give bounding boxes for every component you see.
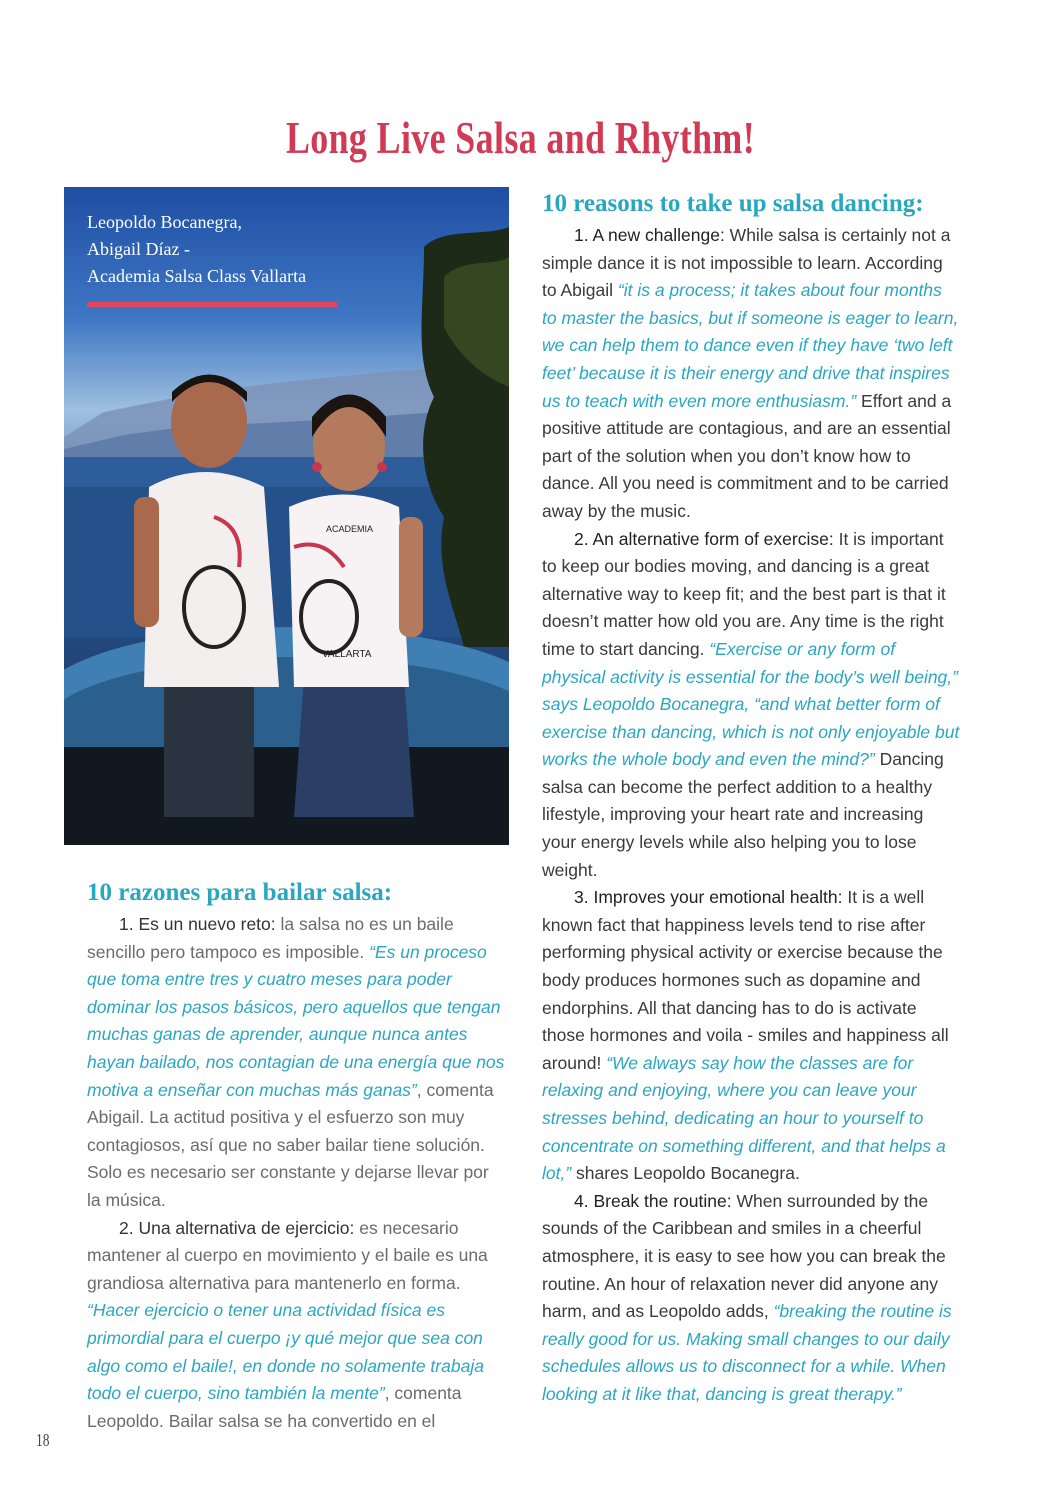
paragraph-lead: 1. A new challenge: [574, 225, 725, 245]
shirt-text-vallarta: VALLARTA [322, 649, 372, 660]
paragraph-lead: 3. Improves your emotional health: [574, 887, 843, 908]
paragraph-lead: 2. Una alternativa de ejercicio: [119, 1217, 355, 1238]
paragraph-text: While salsa is certainly not a simple dance it is not impossible to learn. According to Abigail [542, 225, 951, 301]
paragraph-text: It is a well known fact that happiness levels tend to rise after performing physical activity or exercise because the body produces hormones such as dopamine and endorphins. All that dancing has to do is activate those hormones and voila - smiles and happiness all around! [542, 887, 949, 1073]
paragraph-lead: 2. An alternative form of exercise: [574, 528, 834, 549]
spanish-column [87, 877, 507, 1435]
paragraph-text: es necesario mantener al cuerpo en movimiento y el baile es una grandiosa alternativa para mantenerlo en forma. [87, 1217, 488, 1293]
caption-line: Leopoldo Bocanegra, [87, 212, 242, 232]
caption-accent-bar [87, 302, 337, 307]
paragraph-text: la salsa no es un baile sencillo pero tampoco es imposible. [87, 914, 454, 962]
paragraph-text: Dancing salsa can become the perfect addition to a healthy lifestyle, improving your heart rate and increasing your energy levels while also helping you to lose weight. [542, 749, 944, 880]
english-paragraph-1 [542, 222, 960, 526]
caption-line: Abigail Díaz - [87, 239, 190, 259]
spanish-heading: 10 razones para bailar salsa: [87, 879, 393, 906]
paragraph-text: shares Leopoldo Bocanegra. [571, 1163, 800, 1184]
page-number: 18 [36, 1430, 50, 1450]
paragraph-quote: “breaking the routine is really good for us. Making small changes to our daily schedules allows us to disconnect for a while. When looking at it like that, dancing is great therapy.” [542, 1301, 952, 1404]
paragraph-quote: “Exercise or any form of physical activity is essential for the body’s well being,” says Leopoldo Bocanegra, “and what better form of exercise than dancing, which is not only enjoyable but works the whole body and even the mind?” [542, 638, 960, 770]
english-paragraph-4 [542, 1188, 960, 1409]
spanish-paragraph-2 [87, 1215, 507, 1436]
english-paragraph-3 [542, 884, 960, 1188]
english-paragraph-2 [542, 526, 960, 885]
paragraph-text: , comenta Leopoldo. Bailar salsa se ha convertido en el [87, 1383, 462, 1431]
spanish-paragraph-1 [87, 911, 507, 1215]
paragraph-text: , comenta Abigail. La actitud positiva y el esfuerzo son muy contagiosos, así que no saber bailar tiene solución. Solo es necesario ser constante y dejarse llevar por la música. [87, 1079, 494, 1210]
caption-line: Academia Salsa Class Vallarta [87, 266, 307, 286]
shirt-text-academia: ACADEMIA [326, 524, 374, 534]
paragraph-lead: 1. Es un nuevo reto: [119, 914, 276, 934]
page-title: Long Live Salsa and Rhythm! [285, 111, 756, 163]
english-heading: 10 reasons to take up salsa dancing: [542, 190, 924, 217]
paragraph-text: Effort and a positive attitude are contagious, and are an essential part of the solution when you don’t know how to dance. All you need is commitment and to be carried away by the music. [542, 390, 952, 521]
paragraph-text: When surrounded by the sounds of the Caribbean and smiles in a cheerful atmosphere, it is easy to see how you can break the routine. An hour of relaxation never did anyone any harm, and as Leopoldo adds, [542, 1190, 946, 1322]
photo-caption [87, 209, 387, 290]
paragraph-quote: “We always say how the classes are for relaxing and enjoying, where you can leave your stresses behind, dedicating an hour to yourself to concentrate on something different, and that helps a lot,” [542, 1052, 946, 1184]
paragraph-lead: 4. Break the routine: [574, 1190, 732, 1211]
english-column [542, 188, 960, 1409]
paragraph-quote: “it is a process; it takes about four months to master the basics, but if someone is eager to learn, we can help them to dance even if they have ‘two left feet’ because it is their energy and drive that inspires us to teach with even more enthusiasm.” [542, 280, 959, 411]
paragraph-quote: “Es un proceso que toma entre tres y cuatro meses para poder dominar los pasos básicos, pero aquellos que tengan muchas ganas de aprender, aunque nunca antes hayan bailado, nos contagian de una energía que nos motiva a enseñar con muchas más ganas” [87, 941, 505, 1100]
photo [64, 187, 509, 845]
paragraph-quote: “Hacer ejercicio o tener una actividad física es primordial para el cuerpo ¡y qué mejor que sea con algo como el baile!, en donde no solamente trabaja todo el cuerpo, sino también la mente” [87, 1300, 484, 1404]
paragraph-text: It is important to keep our bodies moving, and dancing is a great alternative way to keep fit; and the best part is that it doesn’t matter how old you are. Any time is the right time to start dancing. [542, 528, 946, 659]
